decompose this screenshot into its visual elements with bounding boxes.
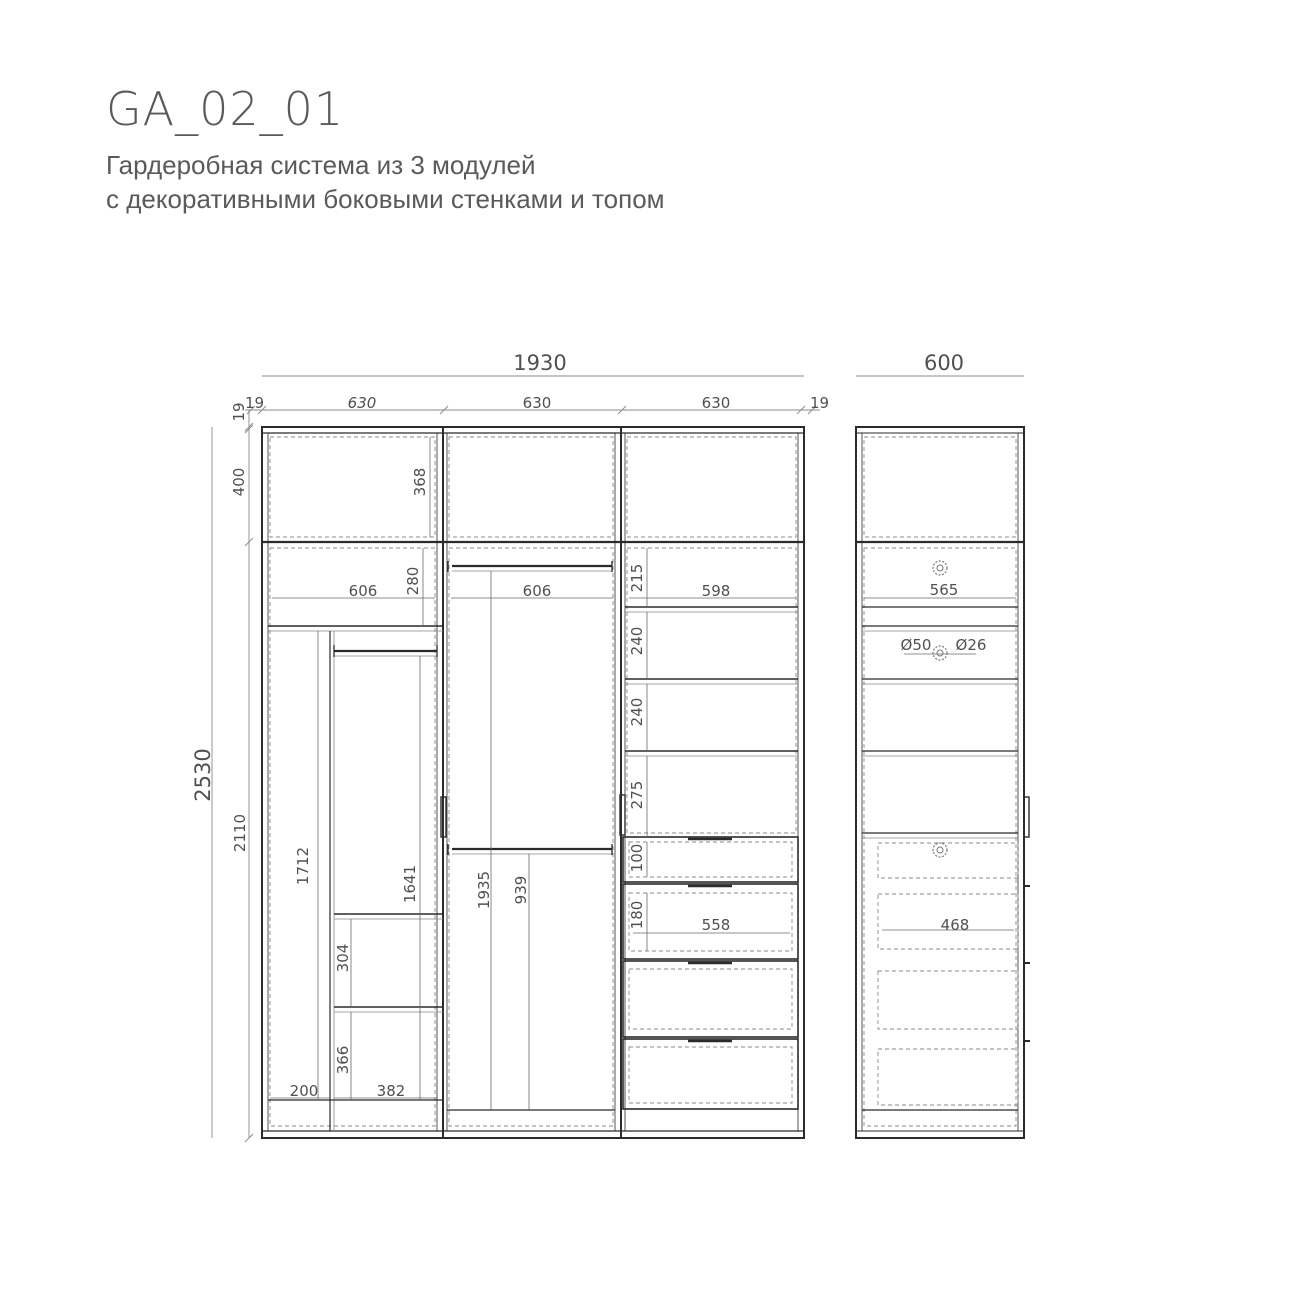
drawer-height-large-label: 180 xyxy=(628,900,646,930)
drawer-handles xyxy=(688,839,732,1041)
front-outline xyxy=(262,427,804,1138)
top-panel-label: 19 xyxy=(230,402,248,422)
drawing-subtitle-line-1: Гардеробная система из 3 модулей xyxy=(106,150,536,180)
drawer-width-label: 558 xyxy=(701,916,731,934)
front-view xyxy=(262,427,804,1138)
hole-marker-icon xyxy=(933,843,947,857)
middle-module xyxy=(447,566,615,1110)
overall-width-label: 1930 xyxy=(513,351,567,375)
module-width-label-3: 630 xyxy=(701,394,731,412)
side-drawer-depth-label: 468 xyxy=(940,916,970,934)
top-inner-height-label: 368 xyxy=(411,467,429,497)
top-section-height-label: 400 xyxy=(230,467,248,497)
right-shelf-width-label: 598 xyxy=(701,582,731,600)
front-dimension-lines xyxy=(270,437,796,1110)
drawing-subtitle-line-2: с декоративными боковыми стенками и топом xyxy=(106,184,665,214)
side-shelves xyxy=(862,607,1018,1110)
overall-depth-label: 600 xyxy=(923,351,965,375)
left-gap-width-label: 200 xyxy=(289,1082,319,1100)
module-width-label-1: 630 xyxy=(347,394,377,412)
hole-marker-icon xyxy=(933,561,947,575)
side-panel-right-label: 19 xyxy=(810,394,830,412)
middle-shelf-width-label: 606 xyxy=(522,582,552,600)
right-shelf-spacing-2-label: 240 xyxy=(628,626,646,656)
right-module xyxy=(623,607,798,1109)
drawer-fronts xyxy=(623,837,798,1109)
drawer-height-small-label: 100 xyxy=(628,843,646,873)
side-view xyxy=(856,427,1030,1138)
overall-height-label: 2530 xyxy=(191,748,215,802)
left-inner-height-label: 1641 xyxy=(401,864,419,904)
left-shelf-spacing-lower-label: 366 xyxy=(334,1045,352,1075)
overall-dimension-lines xyxy=(212,376,820,1142)
module-width-label-2: 630 xyxy=(522,394,552,412)
side-holes xyxy=(933,561,947,857)
drawing-title: GA_02_01 xyxy=(106,82,345,136)
hole-marker-icon xyxy=(933,646,947,660)
middle-lower-hang-label: 939 xyxy=(512,875,530,905)
middle-full-hang-label: 1935 xyxy=(475,870,493,910)
side-drawer-boxes xyxy=(878,843,1018,1105)
side-panel-left-label: 19 xyxy=(245,394,265,412)
door-outlines xyxy=(270,437,796,1126)
left-shelf-width-label: 606 xyxy=(348,582,378,600)
hole-outer-diameter-label: Ø50 xyxy=(900,636,932,654)
side-outline xyxy=(856,427,1024,1138)
right-shelf-spacing-3-label: 240 xyxy=(628,697,646,727)
hole-inner-diameter-label: Ø26 xyxy=(955,636,987,654)
side-shelf-depth-label: 565 xyxy=(929,581,959,599)
left-shelf-spacing-upper-label: 304 xyxy=(334,943,352,973)
right-shelf-spacing-4-label: 275 xyxy=(628,780,646,810)
left-shelf-gap-label: 280 xyxy=(404,566,422,596)
left-hanging-height-label: 1712 xyxy=(294,846,312,886)
right-shelf-spacing-1-label: 215 xyxy=(628,563,646,593)
left-shelf-depth-label: 382 xyxy=(376,1082,406,1100)
body-height-label: 2110 xyxy=(231,813,249,853)
